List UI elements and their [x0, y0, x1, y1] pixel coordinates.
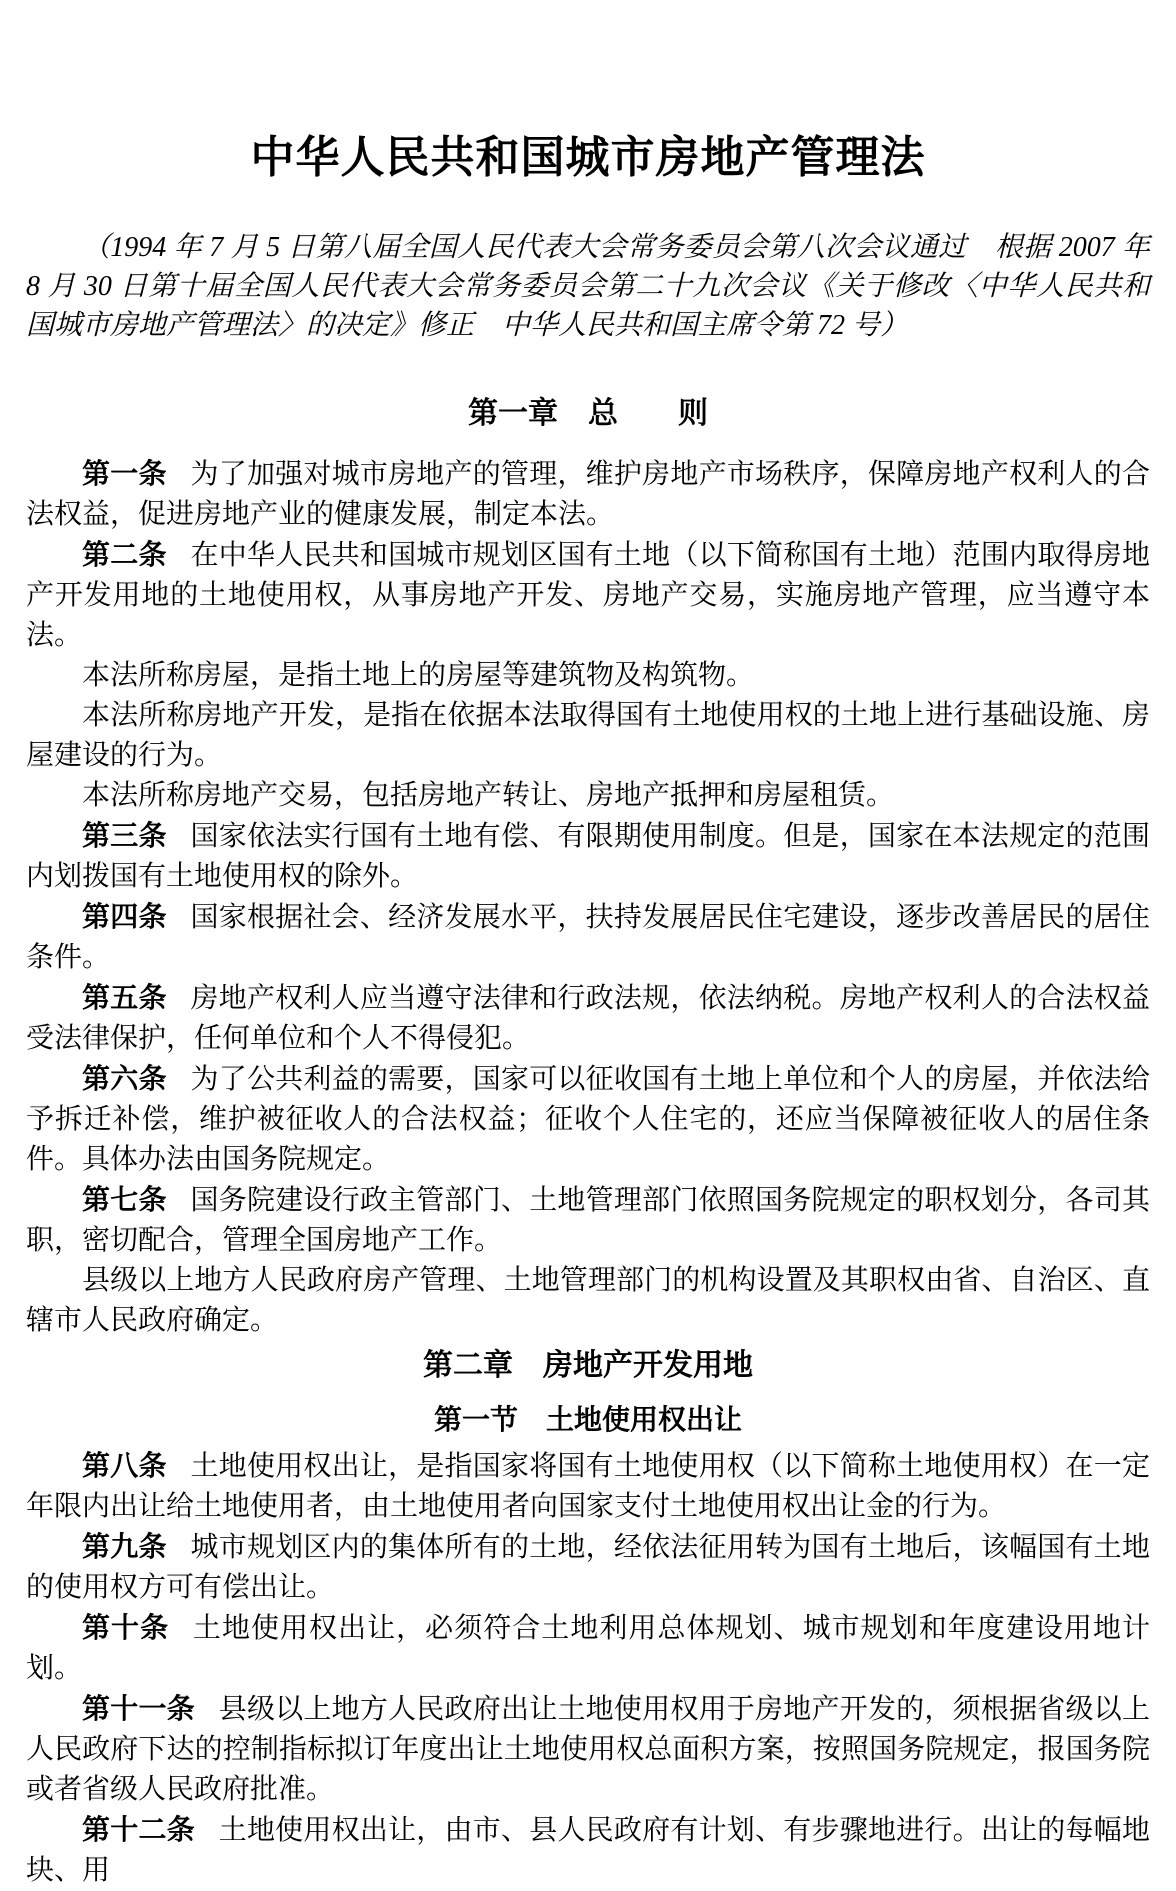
article-label: 第八条: [82, 1450, 167, 1481]
article-paragraph: [26, 1059, 1150, 1180]
article-paragraph: [26, 696, 1150, 776]
article-text: 本法所称房屋，是指土地上的房屋等建筑物及构筑物。: [82, 660, 755, 691]
article-text: 土地使用权出让，是指国家将国有土地使用权（以下简称土地使用权）在一定年限内出让给土地使用者，由土地使用者向国家支付土地使用权出让金的行为。: [26, 1451, 1150, 1522]
chapter-2-heading: 第二章 房地产开发用地: [423, 1349, 753, 1382]
article-text: 国家根据社会、经济发展水平，扶持发展居民住宅建设，逐步改善居民的居住条件。: [26, 902, 1150, 973]
article-label: 第五条: [82, 982, 167, 1013]
article-paragraph: [26, 1527, 1150, 1608]
article-paragraph: [26, 1261, 1150, 1341]
article-text: 本法所称房地产开发，是指在依据本法取得国有土地使用权的土地上进行基础设施、房屋建设的行为。: [26, 700, 1150, 771]
article-label: 第十二条: [82, 1814, 195, 1845]
article-label: 第六条: [82, 1063, 167, 1094]
article-text: 土地使用权出让，必须符合土地利用总体规划、城市规划和年度建设用地计划。: [26, 1613, 1150, 1684]
article-paragraph: [26, 1446, 1150, 1527]
article-text: 国务院建设行政主管部门、土地管理部门依照国务院规定的职权划分，各司其职，密切配合，管理全国房地产工作。: [26, 1185, 1150, 1256]
article-paragraph: [26, 1810, 1150, 1891]
article-text: 县级以上地方人民政府房产管理、土地管理部门的机构设置及其职权由省、自治区、直辖市人民政府确定。: [26, 1265, 1150, 1336]
article-paragraph: [26, 535, 1150, 656]
article-text: 国家依法实行国有土地有偿、有限期使用制度。但是，国家在本法规定的范围内划拨国有土地使用权的除外。: [26, 821, 1150, 892]
article-text: 在中华人民共和国城市规划区国有土地（以下简称国有土地）范围内取得房地产开发用地的土地使用权，从事房地产开发、房地产交易，实施房地产管理，应当遵守本法。: [26, 540, 1150, 651]
chapter-1-heading: 第一章 总 则: [468, 397, 708, 430]
preamble: （1994 年 7 月 5 日第八届全国人民代表大会常务委员会第八次会议通过 根据 2007 年 8 月 30 日第十届全国人民代表大会常务委员会第二十九次会议《关于修改〈中华人民共和国城市房地产管理法〉的决定》修正 中华人民共和国主席令第 72 号）: [26, 232, 1150, 341]
article-paragraph: [26, 1689, 1150, 1810]
article-paragraph: [26, 454, 1150, 535]
article-label: 第十条: [82, 1612, 170, 1643]
document-title: 中华人民共和国城市房地产管理法: [250, 133, 926, 182]
article-text: 城市规划区内的集体所有的土地，经依法征用转为国有土地后，该幅国有土地的使用权方可有偿出让。: [26, 1532, 1150, 1603]
article-text: 土地使用权出让，由市、县人民政府有计划、有步骤地进行。出让的每幅地块、用: [26, 1815, 1150, 1886]
article-text: 县级以上地方人民政府出让土地使用权用于房地产开发的，须根据省级以上人民政府下达的控制指标拟订年度出让土地使用权总面积方案，按照国务院规定，报国务院或者省级人民政府批准。: [26, 1694, 1150, 1805]
document-page: [0, 132, 1176, 1886]
article-paragraph: [26, 816, 1150, 897]
article-paragraph: [26, 656, 1150, 696]
article-label: 第二条: [82, 539, 167, 570]
section-1-heading: 第一节 土地使用权出让: [433, 1405, 742, 1436]
article-paragraph: [26, 776, 1150, 816]
text-area: [0, 132, 1176, 1891]
article-text: 本法所称房地产交易，包括房地产转让、房地产抵押和房屋租赁。: [82, 780, 895, 811]
article-label: 第七条: [82, 1184, 167, 1215]
article-paragraph: [26, 1180, 1150, 1261]
article-paragraph: [26, 897, 1150, 978]
article-label: 第十一条: [82, 1693, 195, 1724]
article-label: 第一条: [82, 458, 167, 489]
article-text: 为了加强对城市房地产的管理，维护房地产市场秩序，保障房地产权利人的合法权益，促进房地产业的健康发展，制定本法。: [26, 459, 1150, 530]
article-paragraph: [26, 978, 1150, 1059]
article-label: 第三条: [82, 820, 167, 851]
article-label: 第四条: [82, 901, 167, 932]
article-text: 为了公共利益的需要，国家可以征收国有土地上单位和个人的房屋，并依法给予拆迁补偿，维护被征收人的合法权益；征收个人住宅的，还应当保障被征收人的居住条件。具体办法由国务院规定。: [26, 1064, 1150, 1175]
article-label: 第九条: [82, 1531, 167, 1562]
article-paragraph: [26, 1608, 1150, 1689]
article-text: 房地产权利人应当遵守法律和行政法规，依法纳税。房地产权利人的合法权益受法律保护，任何单位和个人不得侵犯。: [26, 983, 1150, 1054]
